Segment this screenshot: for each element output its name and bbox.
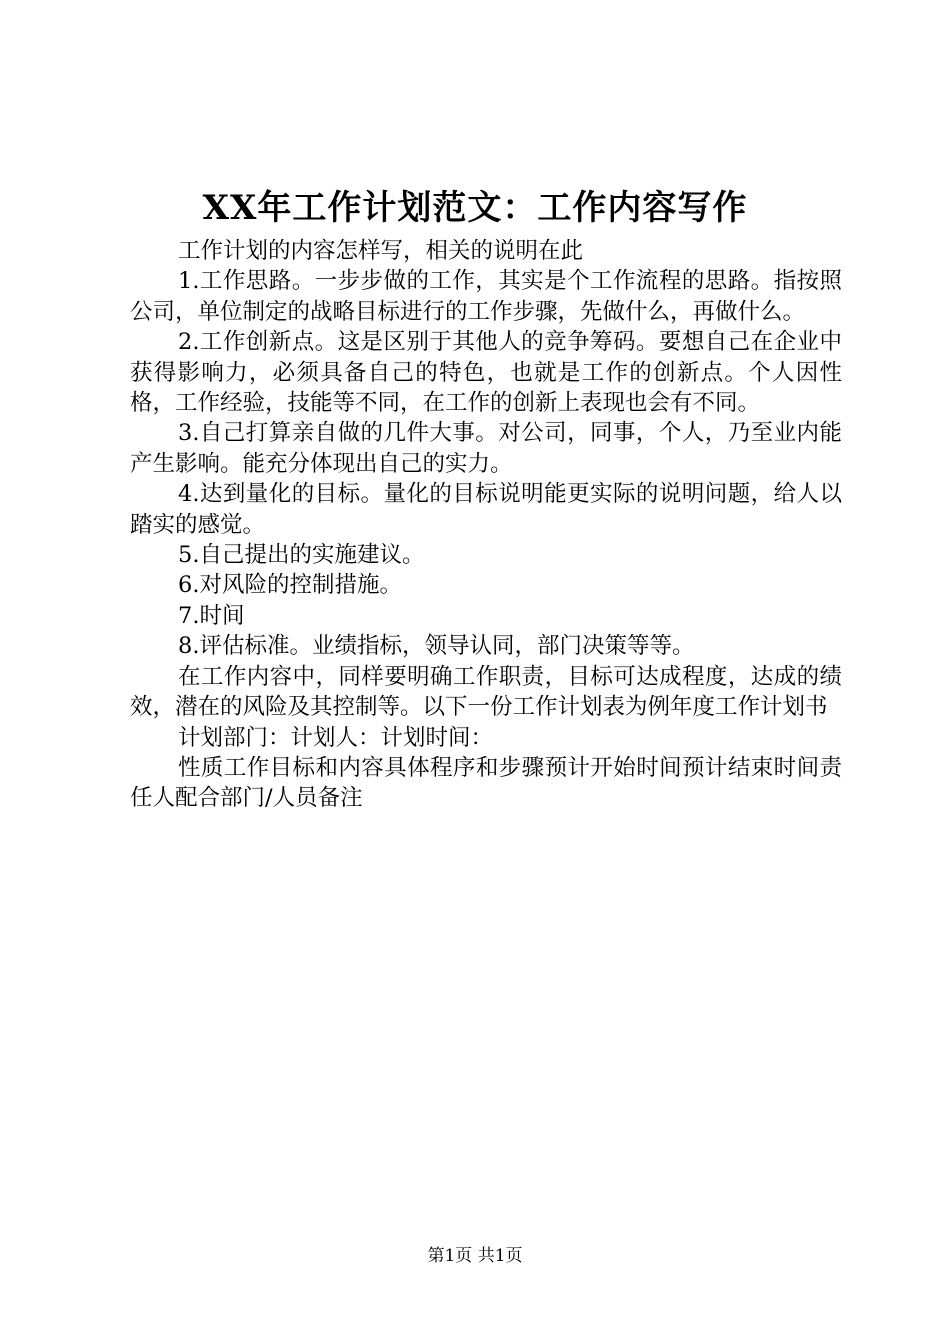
plan-header-paragraph: 计划部门：计划人：计划时间： <box>178 724 494 751</box>
item-6-paragraph: 6.对风险的控制措施。 <box>178 572 402 599</box>
page-footer: 第1页 共1页 <box>427 1246 523 1266</box>
item-4-paragraph: 4.达到量化的目标。量化的目标说明能更实际的说明问题，给人以踏实的感觉。 <box>130 481 842 538</box>
item-7-paragraph: 7.时间 <box>178 602 245 629</box>
item-5-paragraph: 5.自己提出的实施建议。 <box>178 542 425 569</box>
summary-paragraph: 在工作内容中，同样要明确工作职责，目标可达成程度，达成的绩效，潜在的风险及其控制等。以下一份工作计划表为例年度工作计划书 <box>130 663 842 721</box>
document-body <box>130 236 842 814</box>
item-8-paragraph: 8.评估标准。业绩指标，领导认同，部门决策等等。 <box>178 633 695 660</box>
table-columns-paragraph: 性质工作目标和内容具体程序和步骤预计开始时间预计结束时间责任人配合部门/人员备注 <box>130 754 842 812</box>
item-2-paragraph: 2.工作创新点。这是区别于其他人的竞争筹码。要想自己在企业中获得影响力，必须具备自己的特色，也就是工作的创新点。个人因性格，工作经验，技能等不同，在工作的创新上表现也会有不同。 <box>130 329 842 417</box>
intro-paragraph: 工作计划的内容怎样写，相关的说明在此 <box>178 238 584 264</box>
document-title: XX年工作计划范文：工作内容写作 <box>202 188 748 228</box>
item-3-paragraph: 3.自己打算亲自做的几件大事。对公司，同事，个人，乃至业内能产生影响。能充分体现出自己的实力。 <box>130 420 842 477</box>
item-1-paragraph: 1.工作思路。一步步做的工作，其实是个工作流程的思路。指按照公司，单位制定的战略目标进行的工作步骤，先做什么，再做什么。 <box>130 268 842 325</box>
